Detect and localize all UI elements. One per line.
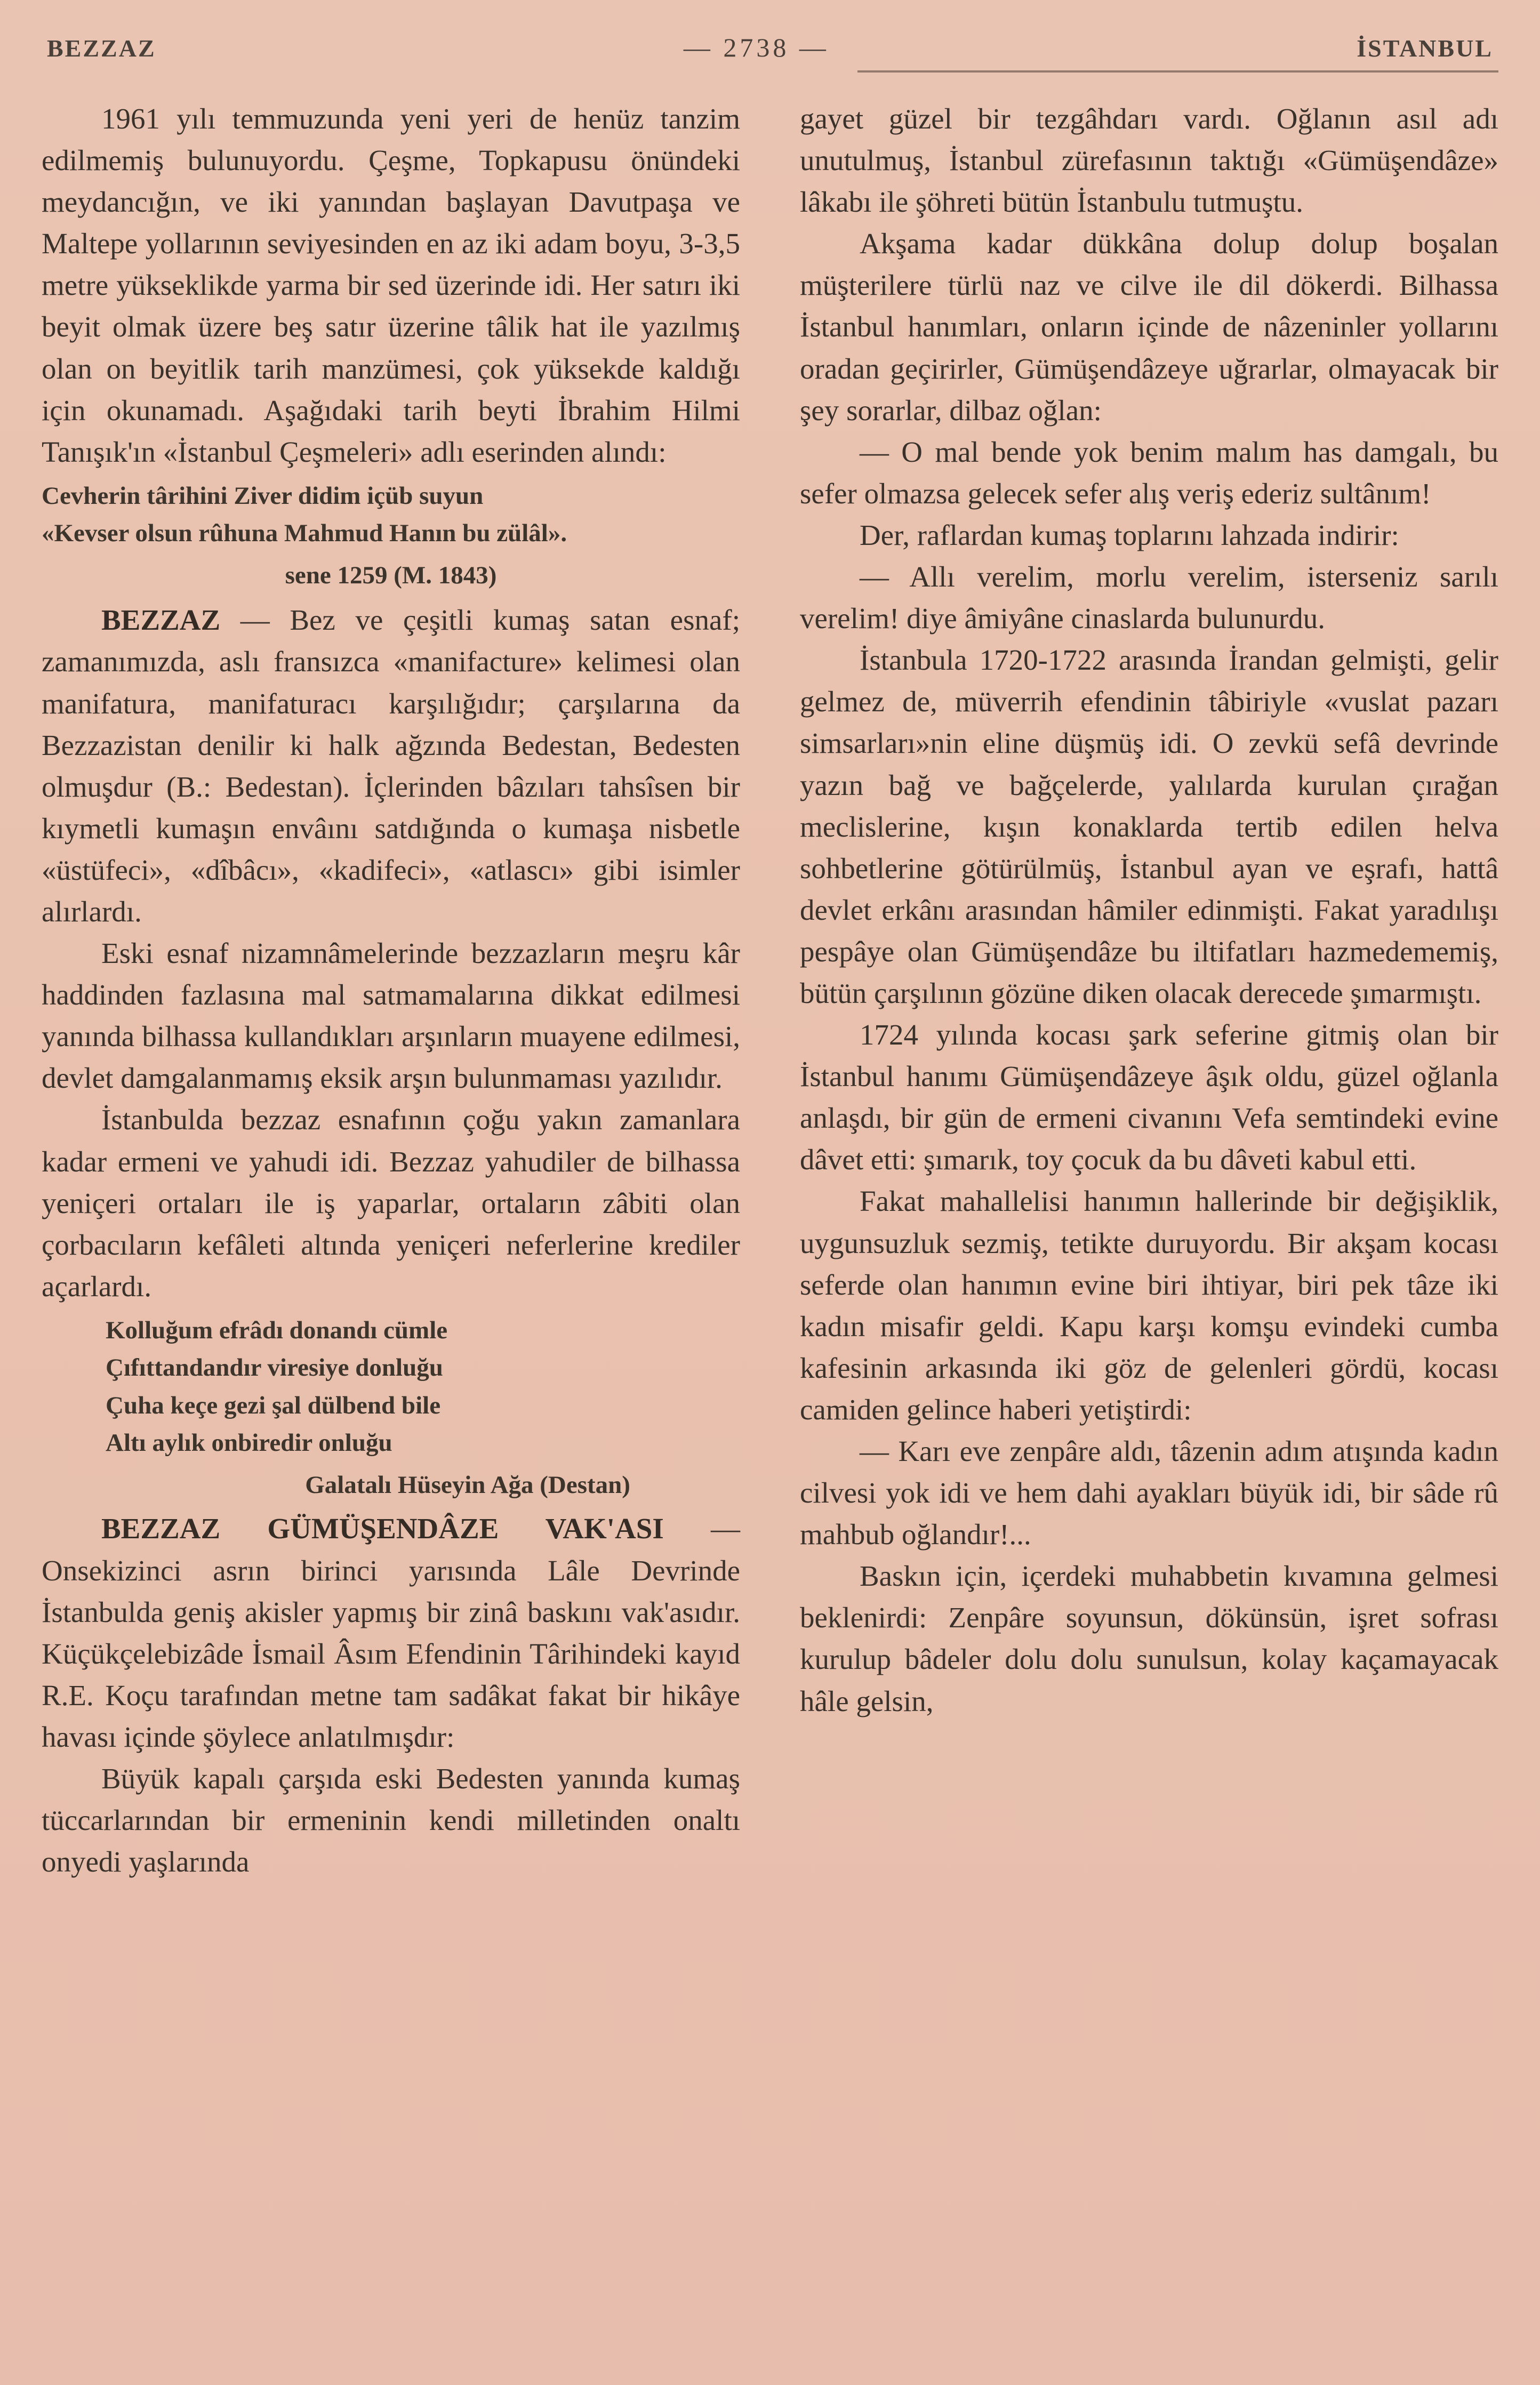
verse-line: Çıfıttandandır viresiye donluğu [106, 1354, 443, 1382]
paragraph: Eski esnaf nizamnâmelerinde bezzazların meşru kâr haddinden fazlasına mal satmamalarına dikkat edilmesi yanında bilhassa kullandıkları arşınların muayene edilmesi, devlet damgalanmamış eksik arşın bulunmaması yazılıdır. [42, 937, 740, 1095]
paragraph: BEZZAZ — Bez ve çeşitli kumaş satan esnaf; zamanımızda, aslı fransızca «manifacture» kelimesi olan manifatura, manifaturacı karşılığıdır; çarşılarına da Bezzazistan denilir ki halk ağzında Bedestan, Bedesten olmuşdur (B.: Bedestan). İçlerinden bâzıları tahsîsen bir kıymetli kumaşın envâını satdığında o kumaşa nisbetle «üstüfeci», «dîbâcı», «kadifeci», «atlascı» gibi isimler alırlardı. [42, 604, 740, 928]
verse-line: «Kevser olsun rûhuna Mahmud Hanın bu zülâl». [42, 519, 567, 548]
verse-line: Çuha keçe gezi şal dülbend bile [106, 1391, 441, 1419]
paragraph: 1724 yılında kocası şark seferine gitmiş olan bir İstanbul hanımı Gümüşendâzeye âşık oldu, güzel oğlanla anlaşdı, bir gün de ermeni civanını Vefa semtindeki evine dâvet etti: şımarık, toy çocuk da bu dâveti kabul etti. [800, 1018, 1498, 1176]
entry-headword: BEZZAZ [101, 604, 221, 637]
paragraph: Büyük kapalı çarşıda eski Bedesten yanında kumaş tüccarlarından bir ermeninin kendi milletinden onaltı onyedi yaşlarında [42, 1762, 740, 1878]
paragraph: Baskın için, içerdeki muhabbetin kıvamına gelmesi beklenirdi: Zenpâre soyunsun, dökünsün, işret sofrası kurulup bâdeler dolu dolu sunulsun, kolay kaçamayacak hâle gelsin, [800, 1560, 1498, 1717]
page-header [42, 32, 1498, 63]
paragraph: Akşama kadar dükkâna dolup dolup boşalan müşterilere türlü naz ve cilve ile dil dökerdi. Bilhassa İstanbul hanımları, onların içinde de nâzeninler yollarını oradan geçirirler, Gümüşendâzeye uğrarlar, olmayacak bir şey sorarlar, dilbaz oğlan: [800, 227, 1498, 427]
verse-line: Altı aylık onbiredir onluğu [106, 1429, 392, 1457]
paragraph: 1961 yılı temmuzunda yeni yeri de henüz tanzim edilmemiş bulunuyordu. Çeşme, Topkapusu önündeki meydancığın, ve iki yanından başlayan Davutpaşa ve Maltepe yollarının seviyesinden en az iki adam boyu, 3-3,5 metre yükseklikde yarma bir sed üzerinde idi. Her satırı iki beyit olmak üzere beş satır üzerine tâlik hat ile yazılmış olan on beyitlik tarih manzümesi, çok yüksekde kaldığı için okunamadı. Aşağıdaki tarih beyti İbrahim Hilmi Tanışık'ın «İstanbul Çeşmeleri» adlı eserinden alındı: [42, 102, 740, 468]
paragraph: İstanbula 1720-1722 arasında İrandan gelmişti, gelir gelmez de, müverrih efendinin tâbiriyle «vuslat pazarı simsarları»nin eline düşmüş idi. O zevkü sefâ devrinde yazın bağ ve bağçelerde, yalılarda kurulan çırağan meclislerine, kışın konaklarda tertib edilen helva sohbetlerine götürülmüş, İstanbul ayan ve eşrafı, hattâ devlet erkânı arasından hâmiler edinmişti. Fakat yaradılışı pespâye olan Gümüşendâze bu iltifatları hazmedememiş, bütün çarşılının gözüne diken olacak derecede şımarmıştı. [800, 644, 1498, 1009]
right-column [800, 98, 1498, 1883]
paragraph: İstanbulda bezzaz esnafının çoğu yakın zamanlara kadar ermeni ve yahudi idi. Bezzaz yahudiler de bilhassa yeniçeri ortaları ile iş yaparlar, ortaların zâbiti olan çorbacıların kefâleti altında yeniçeri neferlerine krediler açarlardı. [42, 1103, 740, 1303]
paragraph: Der, raflardan kumaş toplarını lahzada indirir: [860, 518, 1399, 551]
paragraph: — O mal bende yok benim malım has damgalı, bu sefer olmazsa gelecek sefer alış veriş ederiz sultânım! [800, 435, 1498, 510]
paragraph: BEZZAZ GÜMÜŞENDÂZE VAK'ASI — Onsekizinci asrın birinci yarısında Lâle Devrinde İstanbulda geniş akisler yapmış bir zinâ baskını vak'asıdır. Küçükçelebizâde İsmail Âsım Efendinin Târihindeki kayıd R.E. Koçu tarafından metne tam sadâkat fakat bir hikâye havası içinde şöylece anlatılmışdır: [42, 1512, 740, 1753]
text-columns [42, 98, 1498, 1883]
header-volume-title: İSTANBUL [1357, 35, 1493, 62]
attribution-line: Galatalı Hüseyin Ağa (Destan) [305, 1471, 630, 1499]
verse-block [42, 477, 740, 552]
verse-line: Cevherin târihini Ziver didim içüb suyun [42, 481, 484, 510]
paragraph: — Allı verelim, morlu verelim, isterseniz sarılı verelim! diye âmiyâne cinaslarda bulunurdu. [800, 560, 1498, 635]
date-line: sene 1259 (M. 1843) [285, 561, 497, 589]
entry-headword: BEZZAZ GÜMÜŞENDÂZE VAK'ASI [101, 1512, 664, 1545]
verse-block [42, 1312, 740, 1462]
paragraph: Fakat mahallelisi hanımın hallerinde bir değişiklik, uygunsuzluk sezmiş, tetikte duruyordu. Bir akşam kocası seferde olan hanımın evine biri ihtiyar, biri pek tâze iki kadın misafir geldi. Kapu karşı komşu evindeki cumba kafesinin arkasında iki göz de gelenleri gördü, kocası camiden gelince haberi yetiştirdi: [800, 1185, 1498, 1426]
paragraph: gayet güzel bir tezgâhdarı vardı. Oğlanın asıl adı unutulmuş, İstanbul zürefasının taktığı «Gümüşendâze» lâkabı ile şöhreti bütün İstanbulu tutmuştu. [800, 102, 1498, 219]
left-column [42, 98, 740, 1883]
header-page-number: — 2738 — [683, 33, 829, 62]
header-entry-word: BEZZAZ [47, 35, 156, 62]
header-rule [857, 70, 1498, 73]
verse-line: Kolluğum efrâdı donandı cümle [106, 1316, 448, 1344]
paragraph: — Karı eve zenpâre aldı, tâzenin adım atışında kadın cilvesi yok idi ve hem dahi ayakları büyük idi, bir sâde rû mahbub oğlandır!... [800, 1435, 1498, 1551]
